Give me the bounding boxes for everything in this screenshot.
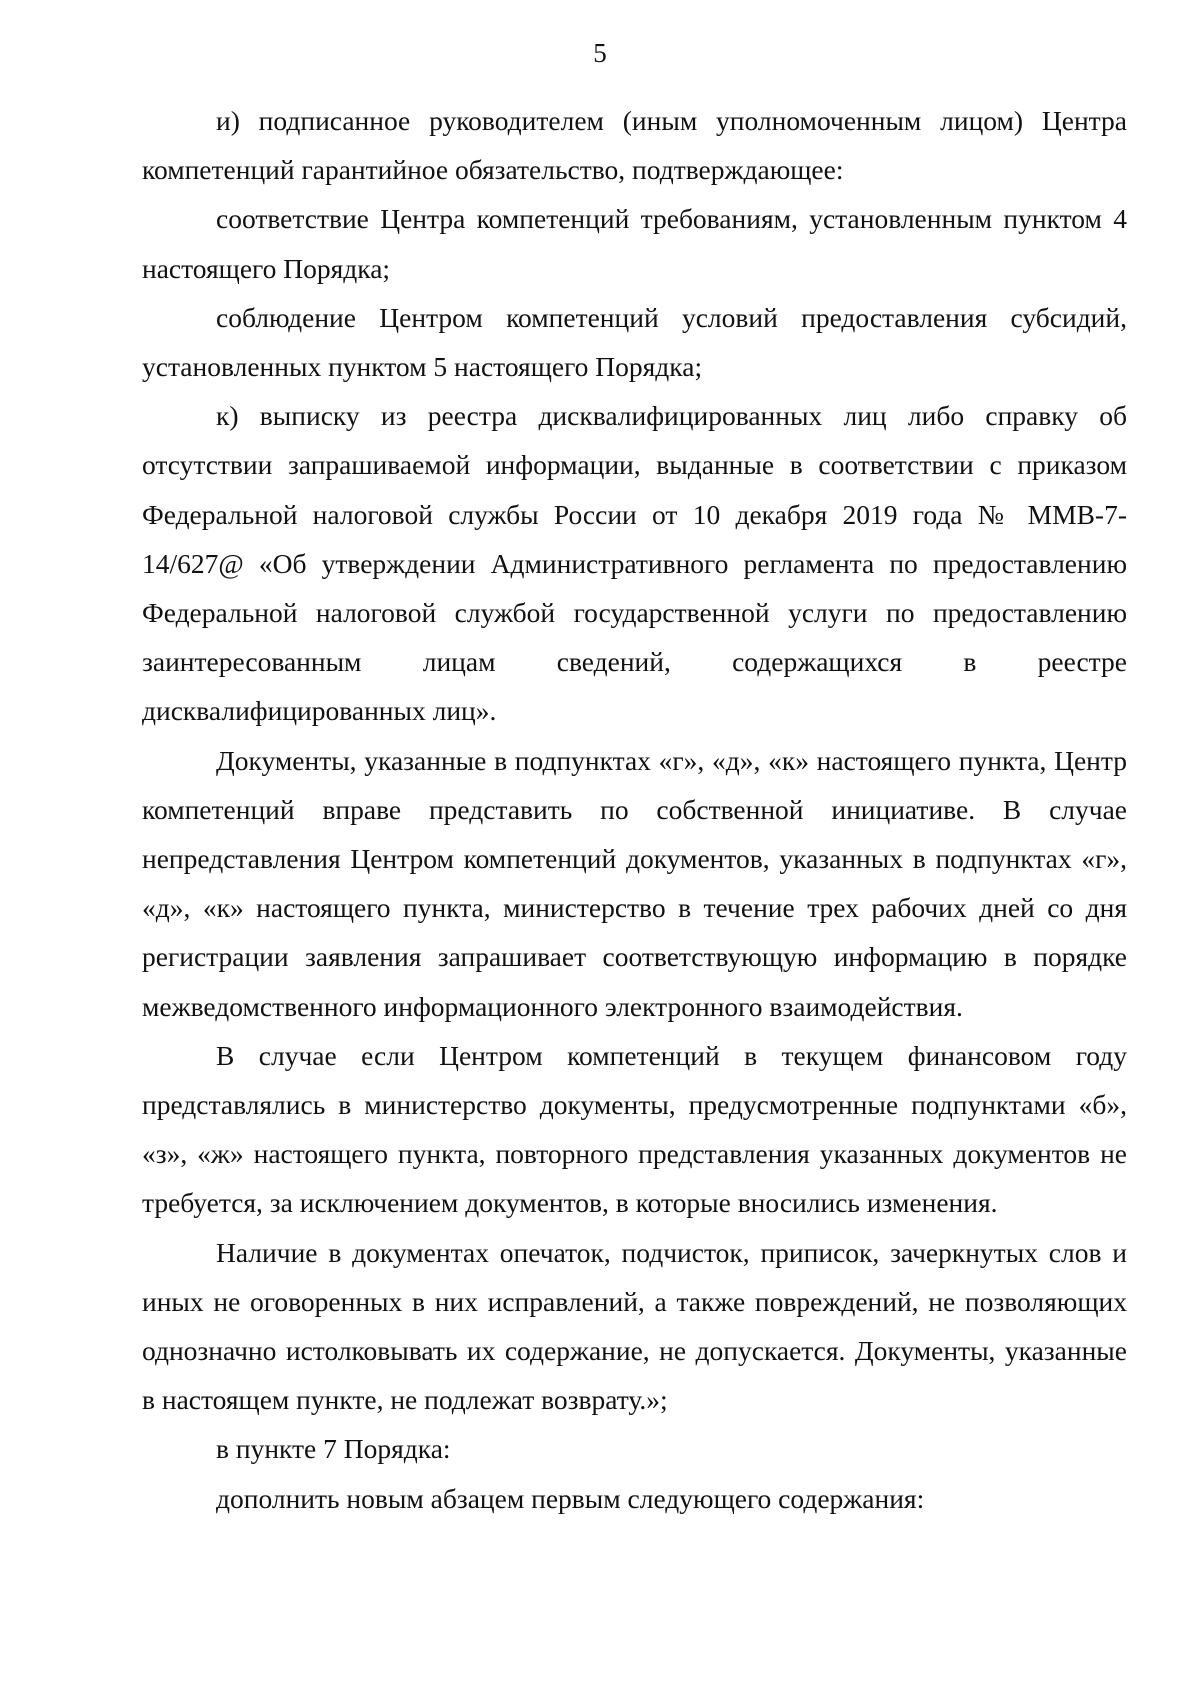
paragraph-item-k: к) выписку из реестра дисквалифицированных лиц либо справку об отсутствии запрашиваемой информации, выданные в соответствии с приказом Федеральной налоговой службы России от 10 декабря 2019 года № ММВ-7-14/627@ «Об утверждении Административного регламента по предоставлению Федеральной налоговой службой государственной услуги по предоставлению заинтересованным лицам сведений, содержащихся в реестре дисквалифицированных лиц». bbox=[142, 400, 1127, 727]
paragraph-add-new: дополнить новым абзацем первым следующего содержания: bbox=[216, 1482, 925, 1514]
paragraph-compliance-conditions: соблюдение Центром компетенций условий предоставления субсидий, установленных пунктом 5 настоящего Порядка; bbox=[142, 301, 1127, 383]
paragraph-item-i: и) подписанное руководителем (иным уполномоченным лицом) Центра компетенций гарантийное обязательство, подтверждающее: bbox=[142, 105, 1127, 186]
paragraph-documents-initiative: Документы, указанные в подпунктах «г», «д», «к» настоящего пункта, Центр компетенций вправе представить по собственной инициативе. В случае непредставления Центром компетенций документов, указанных в подпунктах «г», «д», «к» настоящего пункта, министерство в течение трех рабочих дней со дня регистрации заявления запрашивает соответствующую информацию в порядке межведомственного информационного электронного взаимодействия. bbox=[142, 744, 1127, 1022]
paragraph-point-7: в пункте 7 Порядка: bbox=[216, 1433, 451, 1465]
paragraph-errors-not-allowed: Наличие в документах опечаток, подчисток, приписок, зачеркнутых слов и иных не оговоренных в них исправлений, а также повреждений, не позволяющих однозначно истолковывать их содержание, не допускается. Документы, указанные в настоящем пункте, не подлежат возврату.»; bbox=[142, 1236, 1127, 1416]
paragraph-compliance-requirements: соответствие Центра компетенций требованиям, установленным пунктом 4 настоящего Порядка; bbox=[142, 203, 1127, 284]
page-number: 5 bbox=[593, 38, 607, 68]
paragraph-repeat-submission: В случае если Центром компетенций в текущем финансовом году представлялись в министерство документы, предусмотренные подпунктами «б», «з», «ж» настоящего пункта, повторного представления указанных документов не требуется, за исключением документов, в которые вносились изменения. bbox=[142, 1039, 1127, 1219]
document-body bbox=[142, 96, 1127, 1523]
